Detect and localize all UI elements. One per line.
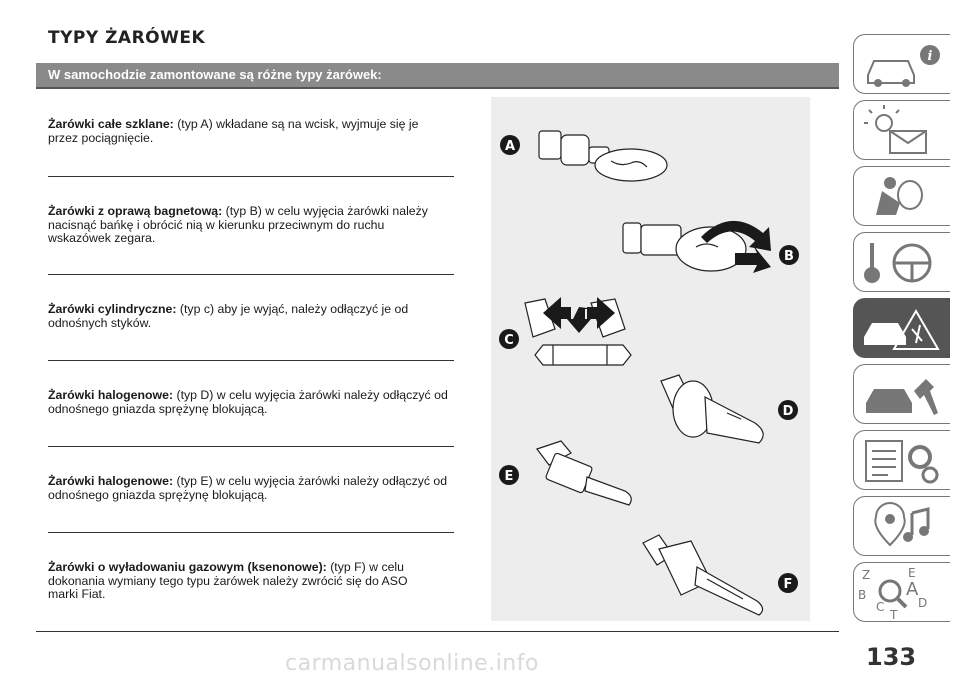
entry-label: Żarówki cylindryczne: bbox=[48, 302, 177, 316]
svg-text:Z: Z bbox=[862, 568, 871, 582]
svg-text:F: F bbox=[783, 577, 793, 592]
entry-label: Żarówki halogenowe: bbox=[48, 388, 174, 402]
svg-text:A: A bbox=[504, 139, 516, 154]
svg-text:E: E bbox=[504, 469, 514, 484]
tab-multimedia[interactable] bbox=[853, 496, 950, 556]
entry-text: (typ E) w celu wyjęcia żarówki należy odłączyć od odnośnego gniazda sprężynę blokującą. bbox=[48, 474, 448, 502]
entry-label: Żarówki halogenowe: bbox=[48, 474, 174, 488]
section-banner bbox=[36, 63, 839, 89]
tab-car-info[interactable] bbox=[853, 34, 950, 94]
bulb-c-festoon-icon bbox=[525, 299, 631, 365]
svg-text:A: A bbox=[906, 579, 919, 600]
key-steering-icon bbox=[854, 233, 950, 291]
svg-text:T: T bbox=[890, 608, 898, 621]
svg-text:C: C bbox=[504, 333, 514, 348]
letter-f-badge bbox=[778, 573, 798, 593]
page-number: 133 bbox=[866, 643, 917, 671]
technical-data-icon bbox=[854, 431, 950, 489]
tab-warning-lights[interactable] bbox=[853, 100, 950, 160]
car-info-icon bbox=[854, 35, 950, 93]
entry-text: (typ F) w celu dokonania wymiany tego typu żarówek należy zwrócić się do ASO marki Fiat. bbox=[48, 560, 408, 601]
emergency-car-icon bbox=[854, 299, 950, 357]
svg-text:B: B bbox=[784, 249, 794, 264]
divider bbox=[48, 360, 454, 361]
letter-c-badge bbox=[499, 329, 519, 349]
list-item bbox=[48, 389, 458, 416]
entry-label: Żarówki z oprawą bagnetową: bbox=[48, 204, 223, 218]
svg-text:B: B bbox=[858, 588, 867, 602]
tab-key-steering[interactable] bbox=[853, 232, 950, 292]
entry-text: (typ B) w celu wyjęcia żarówki należy nacisnąć bańkę i obrócić nią w kierunku przeciwnym do ruchu wskazówek zegara. bbox=[48, 204, 428, 245]
bulb-a-wedge-icon bbox=[539, 131, 667, 181]
car-maintenance-icon bbox=[854, 365, 950, 423]
list-item bbox=[48, 303, 423, 330]
tab-maintenance[interactable] bbox=[853, 364, 950, 424]
bulb-types-figure bbox=[491, 97, 810, 621]
bulb-d-h4-icon bbox=[661, 375, 763, 443]
index-search-icon bbox=[854, 563, 950, 621]
divider bbox=[48, 532, 454, 533]
watermark: carmanualsonline.info bbox=[285, 651, 539, 676]
divider bbox=[48, 274, 454, 275]
tab-emergency[interactable] bbox=[853, 298, 950, 358]
svg-text:D: D bbox=[782, 404, 794, 419]
list-item bbox=[48, 475, 458, 502]
section-banner-text: W samochodzie zamontowane są różne typy żarówek: bbox=[48, 67, 382, 82]
bottom-divider bbox=[36, 631, 839, 632]
entry-text: (typ A) wkładane są na wcisk, wyjmuje się je przez pociągnięcie. bbox=[48, 117, 419, 145]
svg-text:D: D bbox=[918, 596, 928, 610]
letter-d-badge bbox=[778, 400, 798, 420]
entry-label: Żarówki o wyładowaniu gazowym (ksenonowe): bbox=[48, 560, 327, 574]
tab-index[interactable] bbox=[853, 562, 950, 622]
list-item bbox=[48, 118, 443, 145]
tab-airbag-seat[interactable] bbox=[853, 166, 950, 226]
letter-e-badge bbox=[499, 465, 519, 485]
tab-technical-data[interactable] bbox=[853, 430, 950, 490]
letter-b-badge bbox=[779, 245, 799, 265]
entry-text: (typ c) aby je wyjąć, należy odłączyć je od odnośnych styków. bbox=[48, 302, 409, 330]
svg-text:E: E bbox=[908, 566, 916, 580]
entry-label: Żarówki całe szklane: bbox=[48, 117, 174, 131]
multimedia-icon bbox=[854, 497, 950, 555]
airbag-seat-icon bbox=[854, 167, 950, 225]
svg-text:C: C bbox=[876, 600, 885, 614]
page-title: TYPY ŻARÓWEK bbox=[48, 28, 206, 48]
divider bbox=[48, 446, 454, 447]
divider bbox=[48, 176, 454, 177]
warning-lights-icon bbox=[854, 101, 950, 159]
list-item bbox=[48, 561, 433, 602]
svg-text:i: i bbox=[927, 49, 933, 64]
bulb-e-h1-icon bbox=[537, 441, 631, 505]
letter-a-badge bbox=[500, 135, 520, 155]
list-item bbox=[48, 205, 448, 246]
entry-text: (typ D) w celu wyjęcia żarówki należy odłączyć od odnośnego gniazda sprężynę blokującą. bbox=[48, 388, 448, 416]
bulb-f-xenon-icon bbox=[643, 535, 763, 615]
